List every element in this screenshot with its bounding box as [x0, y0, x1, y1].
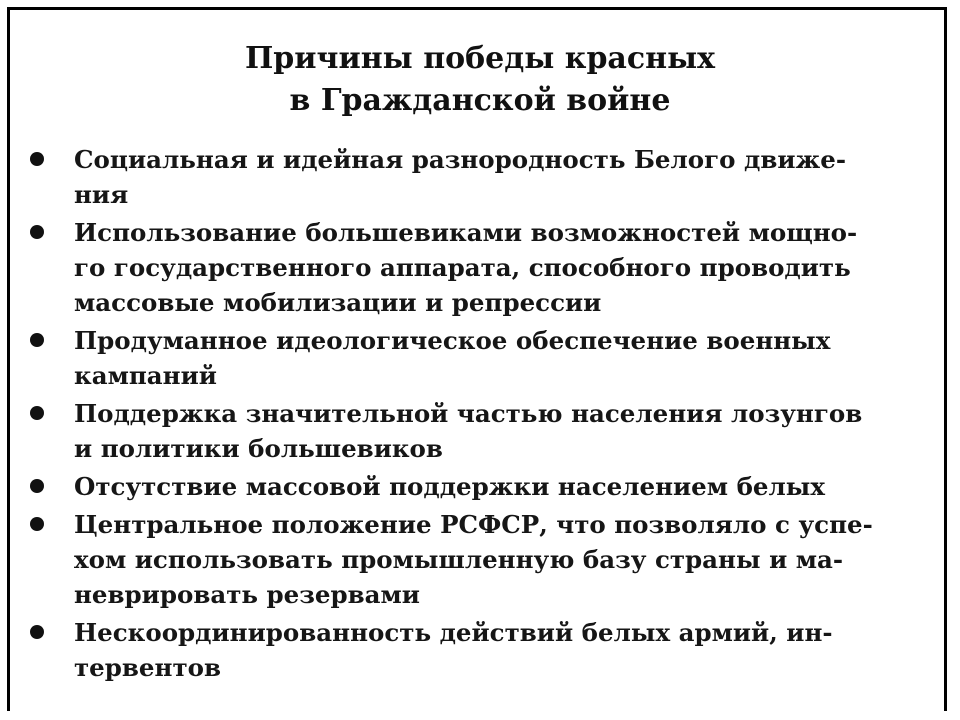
list-item-line: массовые мобилизации и репрессии — [74, 288, 602, 317]
list-item — [30, 396, 910, 466]
list-item-line: Социальная и идейная разнородность Белого движе- — [74, 145, 847, 174]
title-line-2: в Гражданской войне — [289, 83, 671, 118]
list-item-line: го государственного аппарата, способного проводить — [74, 253, 851, 282]
list-item-line: хом использовать промышленную базу страны и ма- — [74, 545, 844, 574]
list-item-line: ния — [74, 180, 129, 209]
list-item-line: и политики большевиков — [74, 434, 443, 463]
bullet-icon — [30, 517, 44, 531]
list-item-line: неврировать резервами — [74, 580, 420, 609]
bullet-icon — [30, 333, 44, 347]
bullet-icon — [30, 225, 44, 239]
list-item — [30, 323, 910, 393]
title-line-1: Причины победы красных — [244, 41, 716, 76]
list-item-line: Отсутствие массовой поддержки населением белых — [74, 472, 825, 501]
list-item-line: Центральное положение РСФСР, что позволяло с успе- — [74, 510, 873, 539]
bullet-icon — [30, 406, 44, 420]
bullet-icon — [30, 479, 44, 493]
bullet-icon — [30, 152, 44, 166]
list-item — [30, 615, 910, 685]
list-item-line: Поддержка значительной частью населения лозунгов — [74, 399, 863, 428]
list-item — [30, 469, 910, 504]
bullet-icon — [30, 625, 44, 639]
list-item-line: кампаний — [74, 361, 217, 390]
list-item-line: Использование большевиками возможностей мощно- — [74, 218, 858, 247]
list-item-line: тервентов — [74, 653, 221, 682]
list-item-line: Нескоординированность действий белых армий, ин- — [74, 618, 833, 647]
slide-title — [0, 38, 960, 122]
reasons-list — [30, 142, 910, 688]
list-item — [30, 142, 910, 212]
list-item — [30, 507, 910, 612]
list-item-line: Продуманное идеологическое обеспечение военных — [74, 326, 831, 355]
list-item — [30, 215, 910, 320]
